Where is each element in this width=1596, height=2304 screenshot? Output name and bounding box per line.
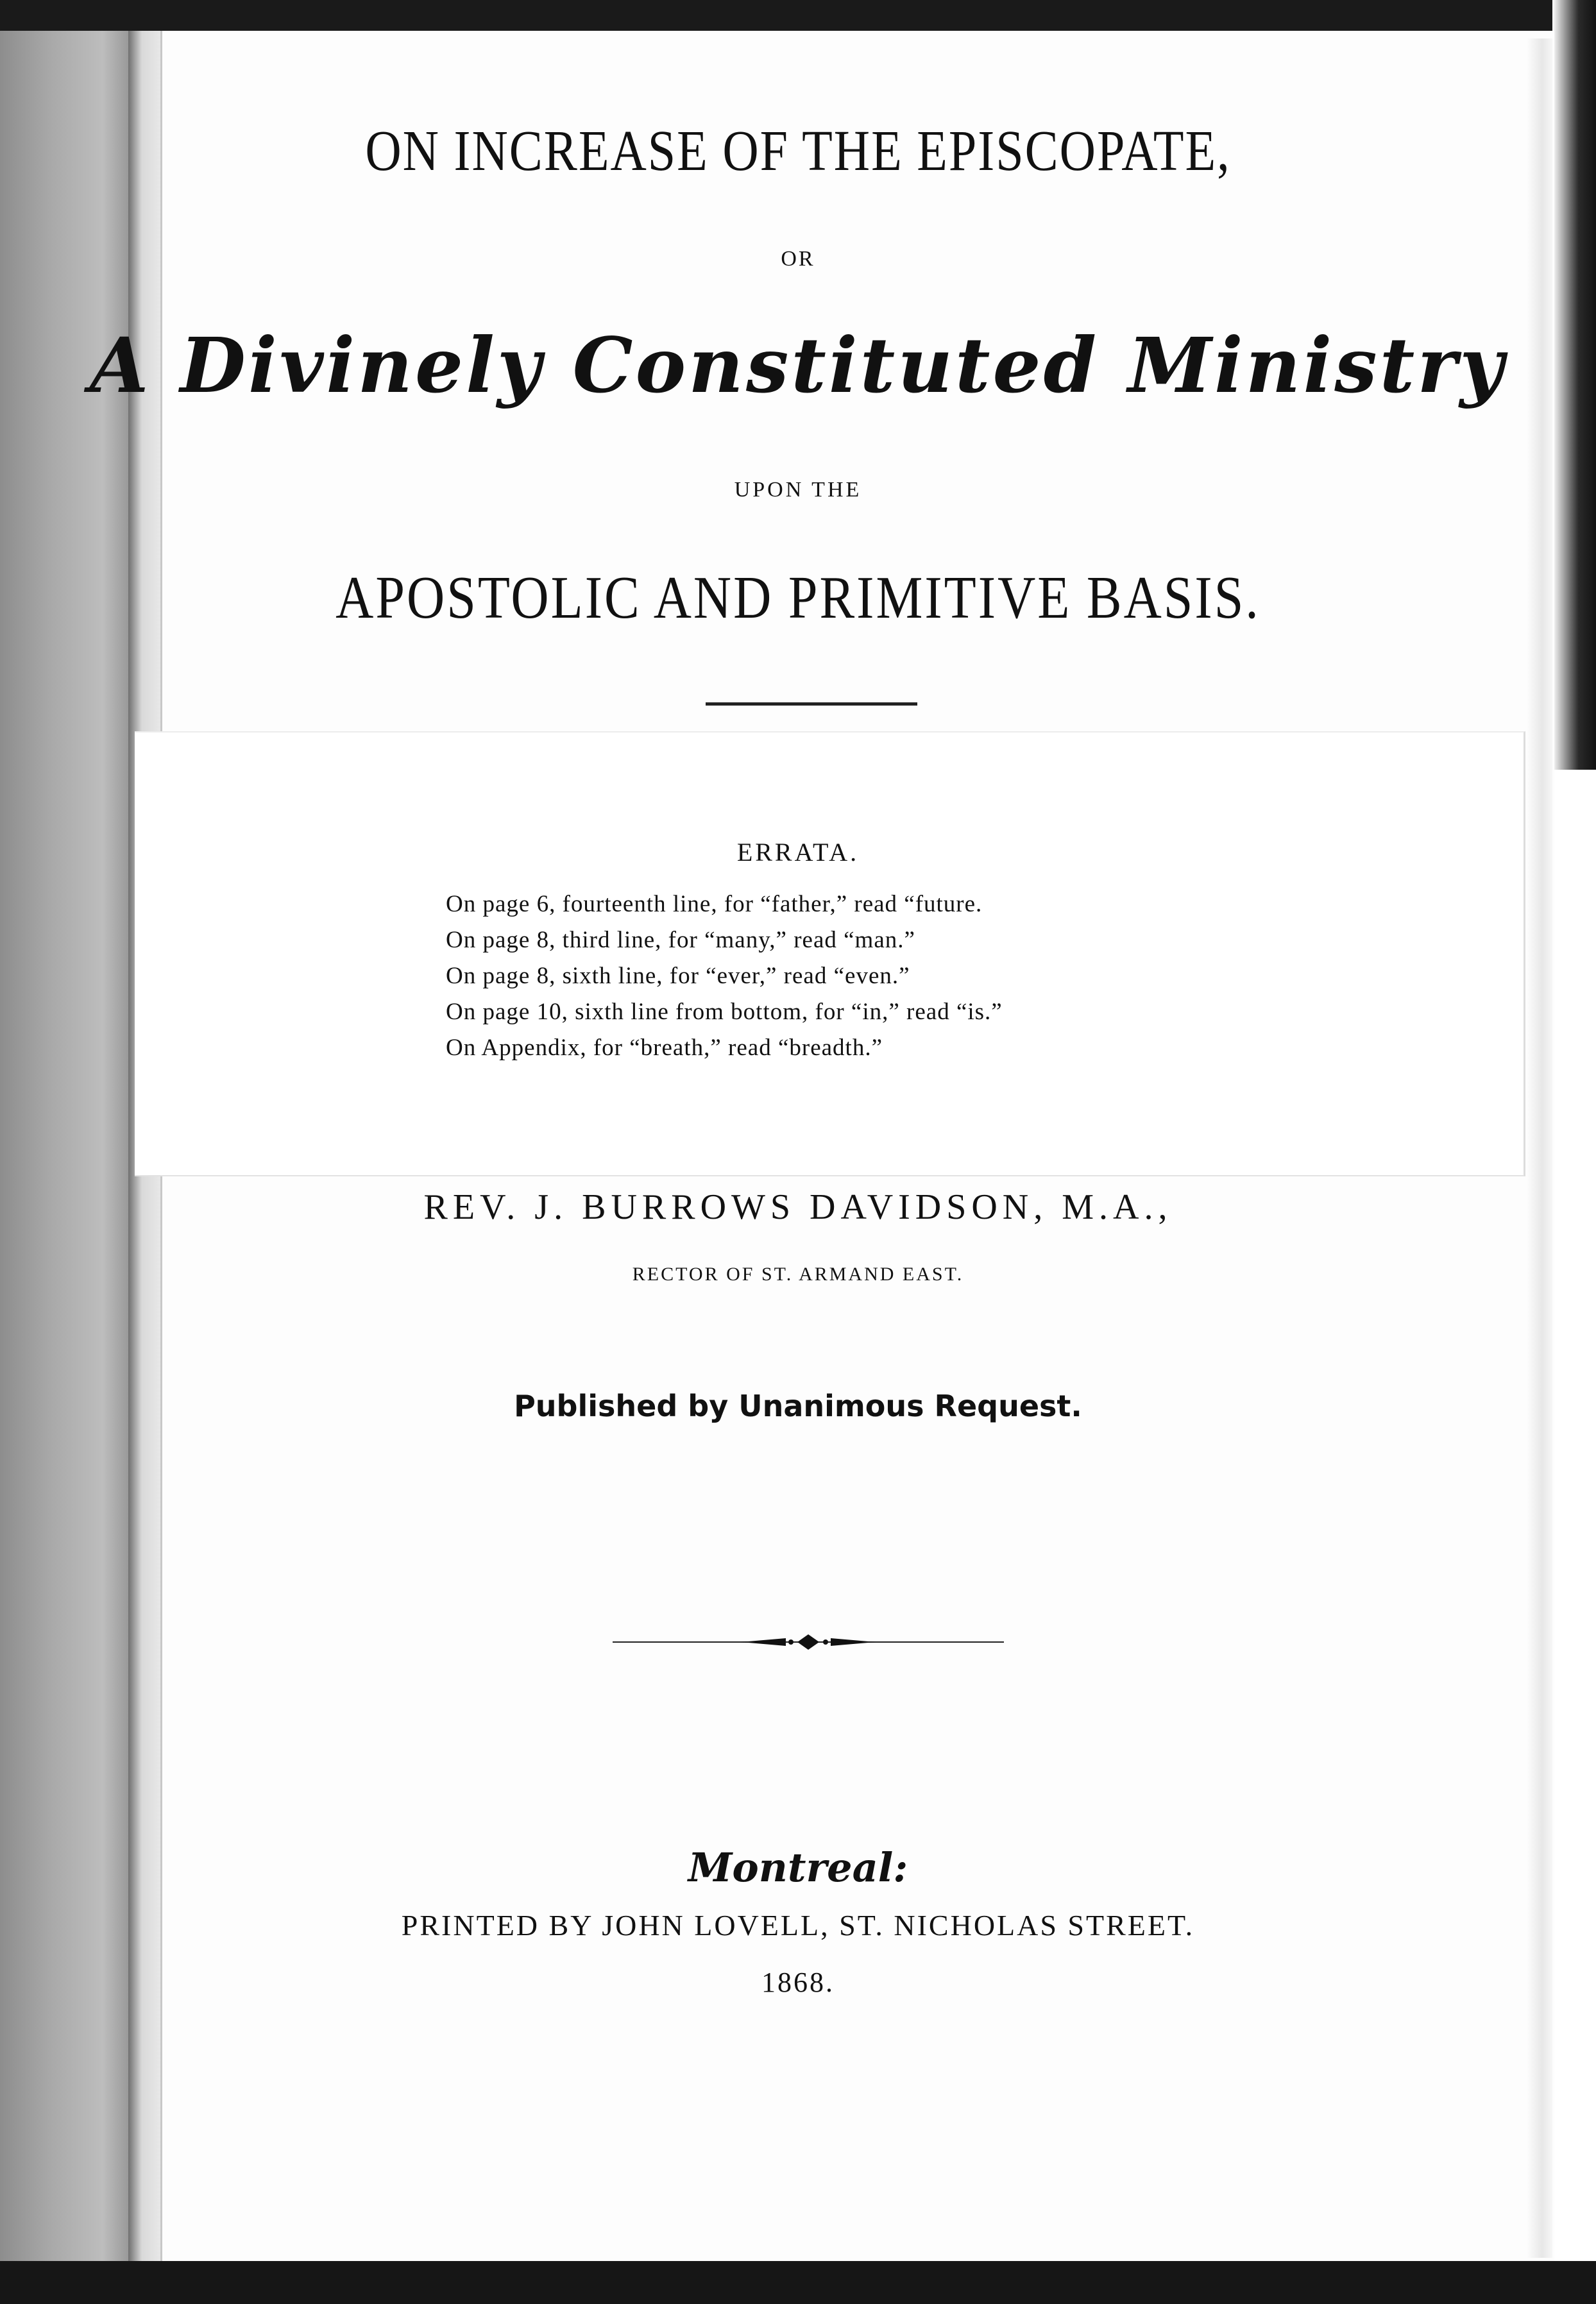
errata-item: On page 8, sixth line, for “ever,” read “even.”	[446, 963, 910, 989]
or-connector: OR	[781, 247, 815, 271]
errata-list	[446, 886, 1003, 1066]
scan-border-top	[0, 0, 1596, 31]
ornamental-divider	[613, 1629, 1004, 1655]
title-line-1: ON INCREASE OF THE EPISCOPATE,	[365, 118, 1231, 183]
title-rule	[706, 702, 917, 706]
title-line-3: APOSTOLIC AND PRIMITIVE BASIS.	[335, 564, 1261, 631]
errata-item: On Appendix, for “breath,” read “breadth.”	[446, 1035, 883, 1061]
scan-border-bottom	[0, 2261, 1596, 2304]
upon-the-connector: UPON THE	[734, 478, 862, 502]
errata-item: On page 8, third line, for “many,” read “man.”	[446, 927, 915, 953]
title-line-2-blackletter: A Divinely Constituted Ministry	[90, 321, 1506, 410]
imprint-year: 1868.	[761, 1967, 835, 1998]
imprint-printer: PRINTED BY JOHN LOVELL, ST. NICHOLAS STREET.	[401, 1909, 1195, 1942]
errata-item: On page 10, sixth line from bottom, for “in,” read “is.”	[446, 999, 1003, 1025]
imprint-city: Montreal:	[688, 1844, 908, 1891]
errata-heading: ERRATA.	[736, 838, 860, 867]
author-name: REV. J. BURROWS DAVIDSON, M.A.,	[423, 1187, 1173, 1227]
publication-note: Published by Unanimous Request.	[514, 1389, 1082, 1423]
author-position: RECTOR OF ST. ARMAND EAST.	[632, 1264, 964, 1285]
errata-item: On page 6, fourteenth line, for “father,” read “future.	[446, 891, 983, 917]
